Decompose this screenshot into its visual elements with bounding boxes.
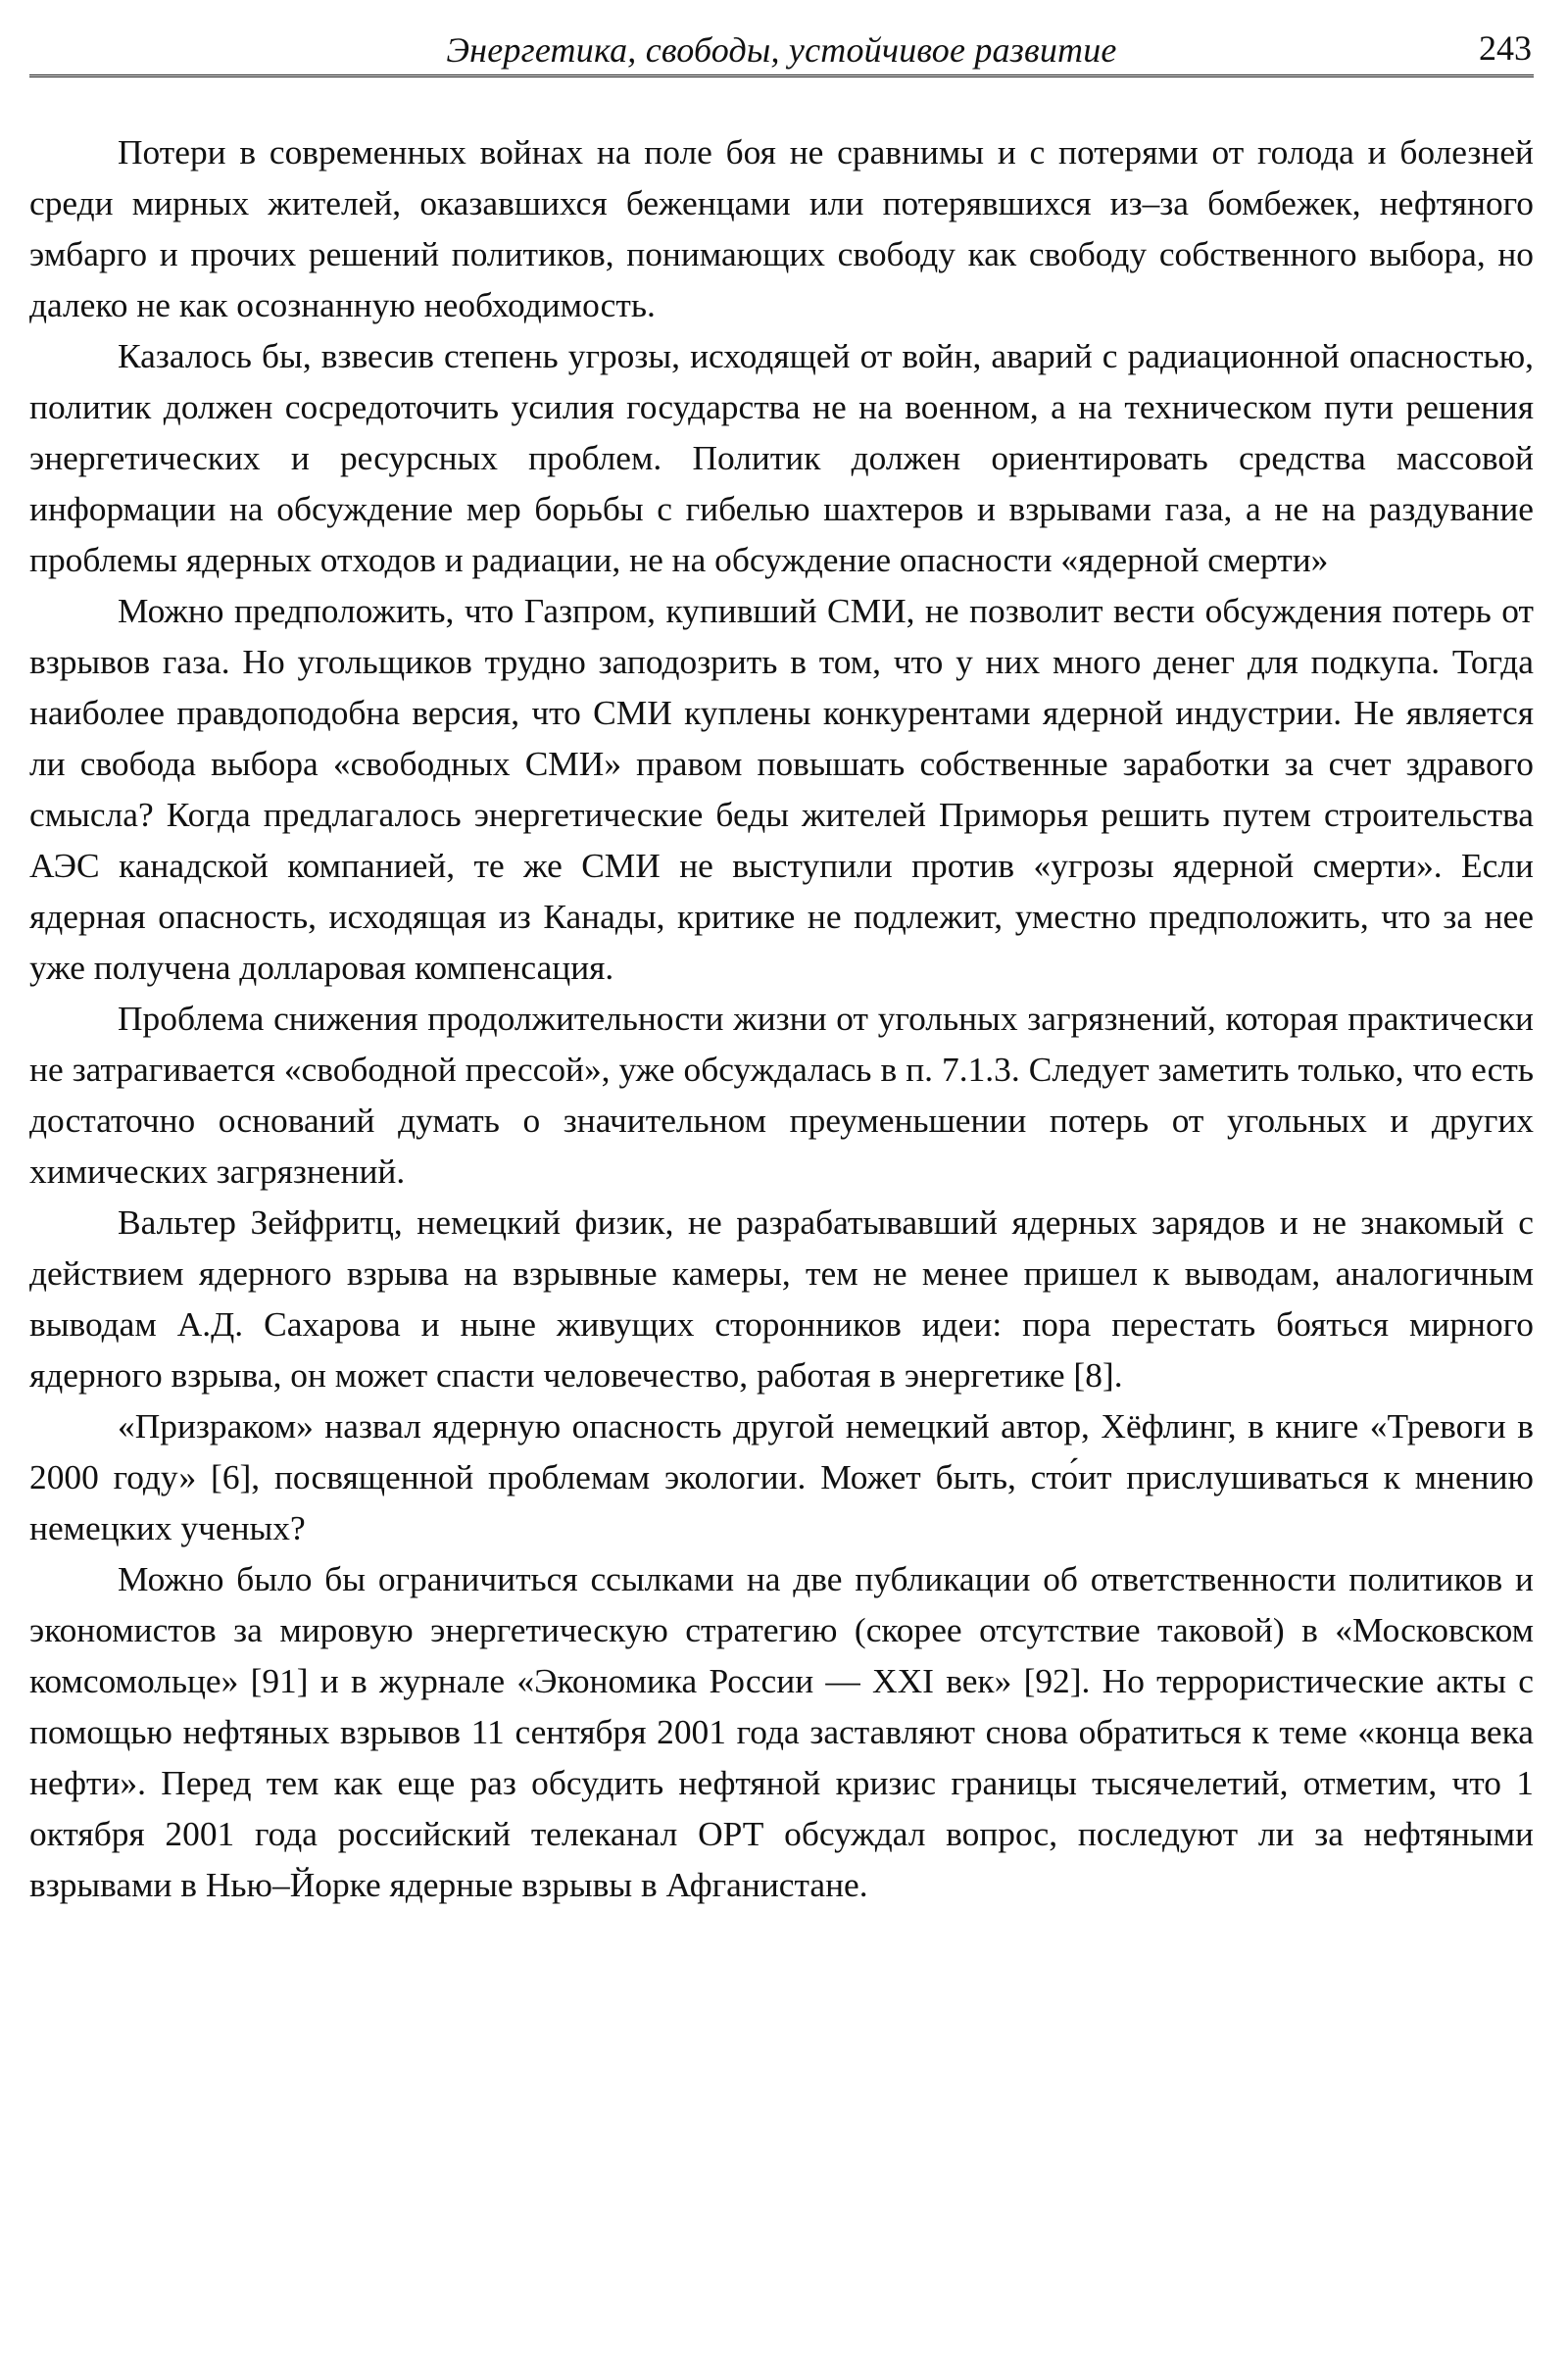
paragraph-2: Казалось бы, взвесив степень угрозы, исходящей от войн, аварий с радиационной опасностью, политик должен сосредоточить усилия государства не на военном, а на техническом пути решения энергетических и ресурсных проблем. Политик должен ориентировать средства массовой информации на обсуждение мер борьбы с гибелью шахтеров и взрывами газа, а не на раздувание проблемы ядерных отходов и радиации, не на обсуждение опасности «ядерной смерти» <box>29 336 1534 579</box>
paragraph-3: Можно предположить, что Газпром, купивший СМИ, не позволит вести обсуждения потерь от взрывов газа. Но угольщиков трудно заподозрить в том, что у них много денег для подкупа. Тогда наиболее правдоподобна версия, что СМИ куплены конкурентами ядерной индустрии. Не является ли свобода выбора «свободных СМИ» правом повышать собственные заработки за счет здравого смысла? Когда предлагалось энергетические беды жителей Приморья решить путем строительства АЭС канадской компанией, те же СМИ не выступили против «угрозы ядерной смерти». Если ядерная опасность, исходящая из Канады, критике не подлежит, уместно предположить, что за нее уже получена долларовая компенсация. <box>29 591 1534 987</box>
book-page <box>29 20 1534 2332</box>
paragraph-6: «Призраком» назвал ядерную опасность другой немецкий автор, Хёфлинг, в книге «Тревоги в 2000 году» [6], посвященной проблемам экологии. Может быть, сто́ит прислушиваться к мнению немецких ученых? <box>29 1406 1534 1547</box>
paragraph-1: Потери в современных войнах на поле боя не сравнимы и с потерями от голода и болезней среди мирных жителей, оказавшихся беженцами или потерявшихся из–за бомбежек, нефтяного эмбарго и прочих решений политиков, понимающих свободу как свободу собственного выбора, но далеко не как осознанную необходимость. <box>29 132 1534 324</box>
paragraph-5: Вальтер Зейфритц, немецкий физик, не разрабатывавший ядерных зарядов и не знакомый с действием ядерного взрыва на взрывные камеры, тем не менее пришел к выводам, аналогичным выводам А.Д. Сахарова и ныне живущих сторонников идеи: пора перестать бояться мирного ядерного взрыва, он может спасти человечество, работая в энергетике [8]. <box>29 1202 1534 1395</box>
paragraph-7: Можно было бы ограничиться ссылками на две публикации об ответственности политиков и экономистов за мировую энергетическую стратегию (скорее отсутствие таковой) в «Московском комсомольце» [91] и в журнале «Экономика России — XXI век» [92]. Но террористические акты с помощью нефтяных взрывов 11 сентября 2001 года заставляют снова обратиться к теме «конца века нефти». Перед тем как еще раз обсудить нефтяной кризис границы тысячелетий, отметим, что 1 октября 2001 года российский телеканал ОРТ обсуждал вопрос, последуют ли за нефтяными взрывами в Нью–Йорке ядерные взрывы в Афганистане. <box>29 1559 1534 1904</box>
page-number: 243 <box>1479 28 1532 68</box>
paragraph-4: Проблема снижения продолжительности жизни от угольных загрязнений, которая практически не затрагивается «свободной прессой», уже обсуждалась в п. 7.1.3. Следует заметить только, что есть достаточно оснований думать о значительном преуменьшении потерь от угольных и других химических загрязнений. <box>29 999 1534 1191</box>
header-title: Энергетика, свободы, устойчивое развитие <box>446 30 1117 70</box>
running-header <box>29 20 1534 77</box>
text-body <box>29 126 1534 1910</box>
